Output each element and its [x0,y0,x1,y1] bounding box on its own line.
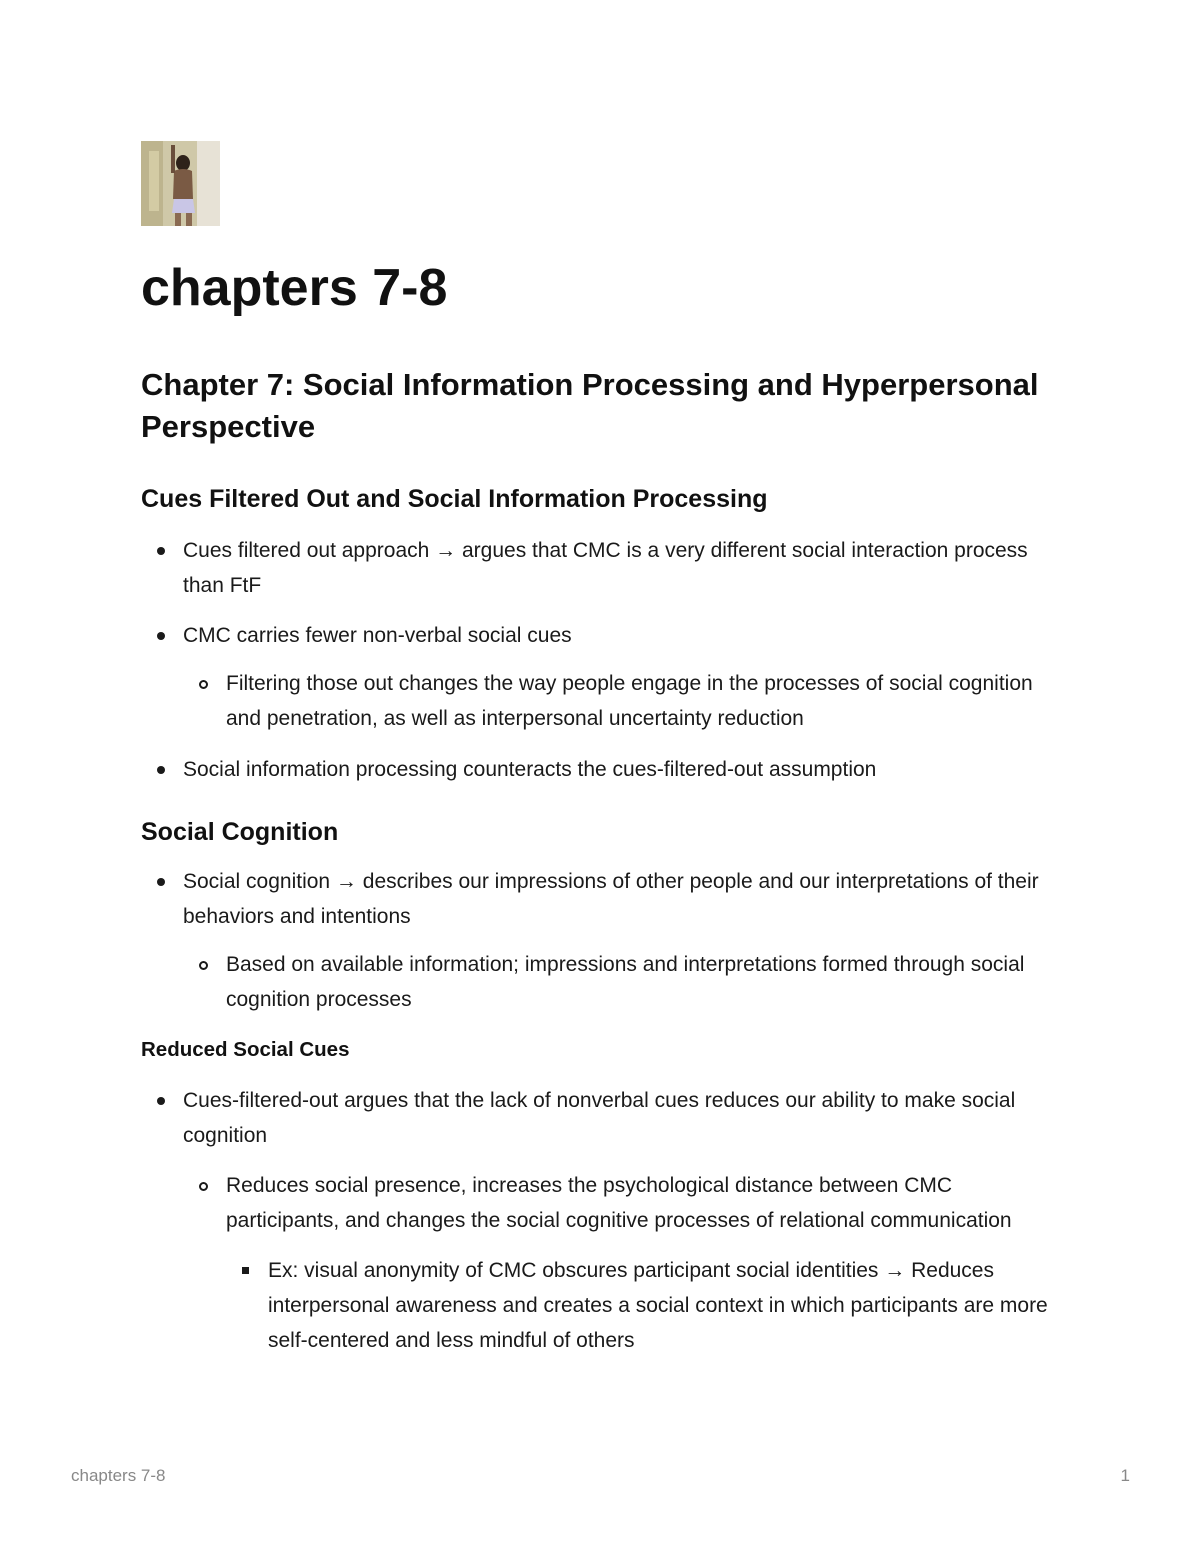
list-item-text: Ex: visual anonymity of CMC obscures participant social identities → Reduces interpersonal awareness and creates a social context in which participants are more self-centered and less mindful of others [268,1259,1048,1352]
bullet-icon [157,766,165,774]
list-item-text: Cues filtered out approach → argues that CMC is a very different social interaction process than FtF [183,539,1028,597]
bullet-icon [157,1097,165,1105]
hollow-bullet-icon [199,1182,208,1191]
list-item-text: CMC carries fewer non-verbal social cues [183,624,572,647]
list-item [141,1253,1071,1358]
list-item [141,864,1071,934]
list-item [141,1083,1071,1153]
reduced-social-cues-heading: Reduced Social Cues [141,1038,350,1061]
reduced-social-cues-list [141,1083,1071,1358]
list-item-text: Based on available information; impressions and interpretations formed through social cognition processes [226,953,1025,1011]
bullet-icon [157,547,165,555]
hollow-bullet-icon [199,680,208,689]
list-item [141,666,1071,736]
list-item [141,533,1071,603]
document-body [141,364,1071,1358]
bullet-icon [157,878,165,886]
photo-thumbnail-icon [141,141,220,226]
list-item-text: Social cognition → describes our impressions of other people and our interpretations of their behaviors and intentions [183,870,1039,928]
cues-filtered-out-heading: Cues Filtered Out and Social Information Processing [141,485,768,513]
list-item-text: Social information processing counteracts the cues-filtered-out assumption [183,758,877,781]
hollow-bullet-icon [199,961,208,970]
list-item-text: Cues-filtered-out argues that the lack of nonverbal cues reduces our ability to make social cognition [183,1089,1016,1147]
list-item-text: Filtering those out changes the way people engage in the processes of social cognition and penetration, as well as interpersonal uncertainty reduction [226,672,1033,730]
social-cognition-list [141,864,1071,1017]
chapter-7-heading: Chapter 7: Social Information Processing and Hyperpersonal Perspective [141,367,1039,444]
footer-page-number: 1 [1120,1466,1130,1485]
list-item [141,752,1071,787]
list-item [141,1168,1071,1238]
footer-document-name: chapters 7-8 [71,1466,166,1485]
square-bullet-icon [242,1267,249,1274]
list-item-text: Reduces social presence, increases the psychological distance between CMC participants, and changes the social cognitive processes of relational communication [226,1174,1012,1232]
list-item [141,947,1071,1017]
social-cognition-heading: Social Cognition [141,818,339,846]
cues-filtered-out-list [141,533,1071,787]
bullet-icon [157,632,165,640]
page-title: chapters 7-8 [141,259,448,317]
list-item [141,618,1071,653]
